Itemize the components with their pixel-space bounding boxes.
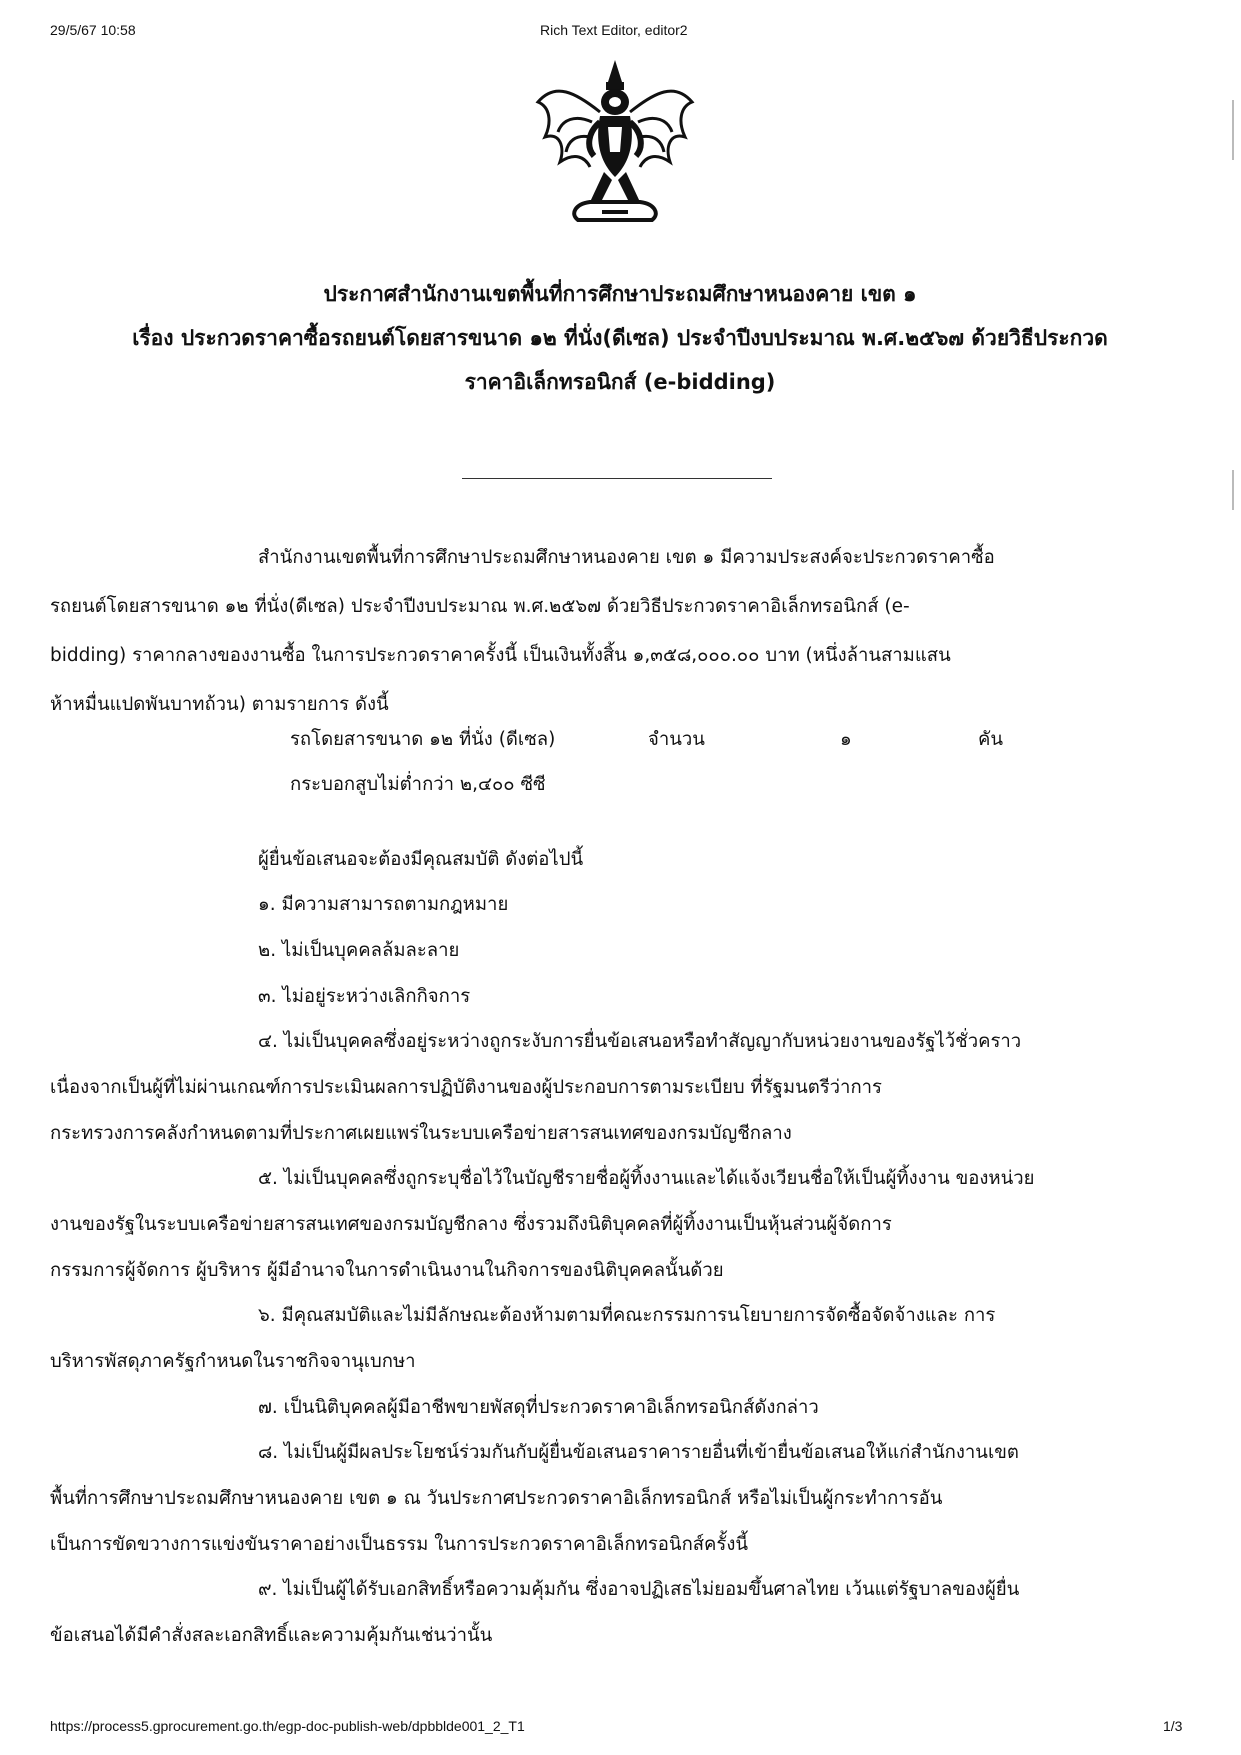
item-name: รถโดยสารขนาด ๑๒ ที่นั่ง (ดีเซล) [290,729,556,750]
item-qty-label: จำนวน [648,729,705,750]
qualification-4-line-2: เนื่องจากเป็นผู้ที่ไม่ผ่านเกณฑ์การประเมินผลการปฏิบัติงานของผู้ประกอบการตามระเบียบ ที่รัฐมนตรีว่าการ [50,1077,882,1098]
qualification-4-line-1: ๔. ไม่เป็นบุคคลซึ่งอยู่ระหว่างถูกระงับการยื่นข้อเสนอหรือทำสัญญากับหน่วยงานของรัฐไว้ชั่วคราว [258,1031,1022,1052]
item-qty: ๑ [840,729,852,750]
qualification-4-line-3: กระทรวงการคลังกำหนดตามที่ประกาศเผยแพร่ในระบบเครือข่ายสารสนเทศของกรมบัญชีกลาง [50,1123,792,1144]
item-unit: คัน [978,729,1004,750]
page-number: 1/3 [1163,1718,1183,1734]
intro-line-1: สำนักงานเขตพื้นที่การศึกษาประถมศึกษาหนองคาย เขต ๑ มีความประสงค์จะประกวดราคาซื้อ [258,547,995,568]
print-header-title: Rich Text Editor, editor2 [540,22,688,38]
garuda-emblem-icon [530,52,700,224]
print-datetime: 29/5/67 10:58 [50,22,136,38]
announcement-title [60,272,1180,404]
qualification-9-line-2: ข้อเสนอได้มีคำสั่งสละเอกสิทธิ์และความคุ้มกันเช่นว่านั้น [50,1625,493,1646]
title-line-1: ประกาศสำนักงานเขตพื้นที่การศึกษาประถมศึกษาหนองคาย เขต ๑ [323,282,917,306]
qualification-8-line-1: ๘. ไม่เป็นผู้มีผลประโยชน์ร่วมกันกับผู้ยื่นข้อเสนอราคารายอื่นที่เข้ายื่นข้อเสนอให้แก่สำนักงานเขต [258,1442,1019,1463]
title-divider [462,478,772,479]
qualification-5-line-1: ๕. ไม่เป็นบุคคลซึ่งถูกระบุชื่อไว้ในบัญชีรายชื่อผู้ทิ้งงานและได้แจ้งเวียนชื่อให้เป็นผู้ทิ้งงาน ของหน่วย [258,1168,1035,1189]
qualification-2: ๒. ไม่เป็นบุคคลล้มละลาย [258,940,460,961]
intro-line-2: รถยนต์โดยสารขนาด ๑๒ ที่นั่ง(ดีเซล) ประจำปีงบประมาณ พ.ศ.๒๕๖๗ ด้วยวิธีประกวดราคาอิเล็กทรอนิกส์ (e- [50,596,910,617]
title-line-3: ราคาอิเล็กทรอนิกส์ (e-bidding) [464,370,776,394]
scan-edge-mark [1232,470,1234,510]
qualification-8-line-3: เป็นการขัดขวางการแข่งขันราคาอย่างเป็นธรรม ในการประกวดราคาอิเล็กทรอนิกส์ครั้งนี้ [50,1534,749,1555]
qualification-5-line-2: งานของรัฐในระบบเครือข่ายสารสนเทศของกรมบัญชีกลาง ซึ่งรวมถึงนิติบุคคลที่ผู้ทิ้งงานเป็นหุ้นส่วนผู้จัดการ [50,1214,892,1235]
qualification-7: ๗. เป็นนิติบุคคลผู้มีอาชีพขายพัสดุที่ประกวดราคาอิเล็กทรอนิกส์ดังกล่าว [258,1397,819,1418]
qualification-9-line-1: ๙. ไม่เป็นผู้ได้รับเอกสิทธิ์หรือความคุ้มกัน ซึ่งอาจปฏิเสธไม่ยอมขึ้นศาลไทย เว้นแต่รัฐบาลของผู้ยื่น [258,1579,1020,1600]
qualification-1: ๑. มีความสามารถตามกฎหมาย [258,894,509,915]
intro-line-4: ห้าหมื่นแปดพันบาทถ้วน) ตามรายการ ดังนี้ [50,694,389,715]
qualification-6-line-1: ๖. มีคุณสมบัติและไม่มีลักษณะต้องห้ามตามที่คณะกรรมการนโยบายการจัดซื้อจัดจ้างและ การ [258,1305,996,1326]
qualification-heading: ผู้ยื่นข้อเสนอจะต้องมีคุณสมบัติ ดังต่อไปนี้ [258,849,584,870]
qualification-8-line-2: พื้นที่การศึกษาประถมศึกษาหนองคาย เขต ๑ ณ วันประกาศประกวดราคาอิเล็กทรอนิกส์ หรือไม่เป็นผู้กระทำการอัน [50,1488,943,1509]
item-spec: กระบอกสูบไม่ต่ำกว่า ๒,๔๐๐ ซีซี [290,774,546,795]
qualification-3: ๓. ไม่อยู่ระหว่างเลิกกิจการ [258,986,471,1007]
title-line-2: เรื่อง ประกวดราคาซื้อรถยนต์โดยสารขนาด ๑๒ ที่นั่ง(ดีเซล) ประจำปีงบประมาณ พ.ศ.๒๕๖๗ ด้วยวิธีประกวด [132,326,1108,350]
intro-line-3: bidding) ราคากลางของงานซื้อ ในการประกวดราคาครั้งนี้ เป็นเงินทั้งสิ้น ๑,๓๕๘,๐๐๐.๐๐ บาท (หนึ่งล้านสามแสน [50,645,951,666]
qualification-5-line-3: กรรมการผู้จัดการ ผู้บริหาร ผู้มีอำนาจในการดำเนินงานในกิจการของนิติบุคคลนั้นด้วย [50,1260,724,1281]
qualification-6-line-2: บริหารพัสดุภาครัฐกำหนดในราชกิจจานุเบกษา [50,1351,416,1372]
page-url: https://process5.gprocurement.go.th/egp-doc-publish-web/dpbblde001_2_T1 [50,1718,525,1734]
scan-edge-mark [1232,100,1234,160]
